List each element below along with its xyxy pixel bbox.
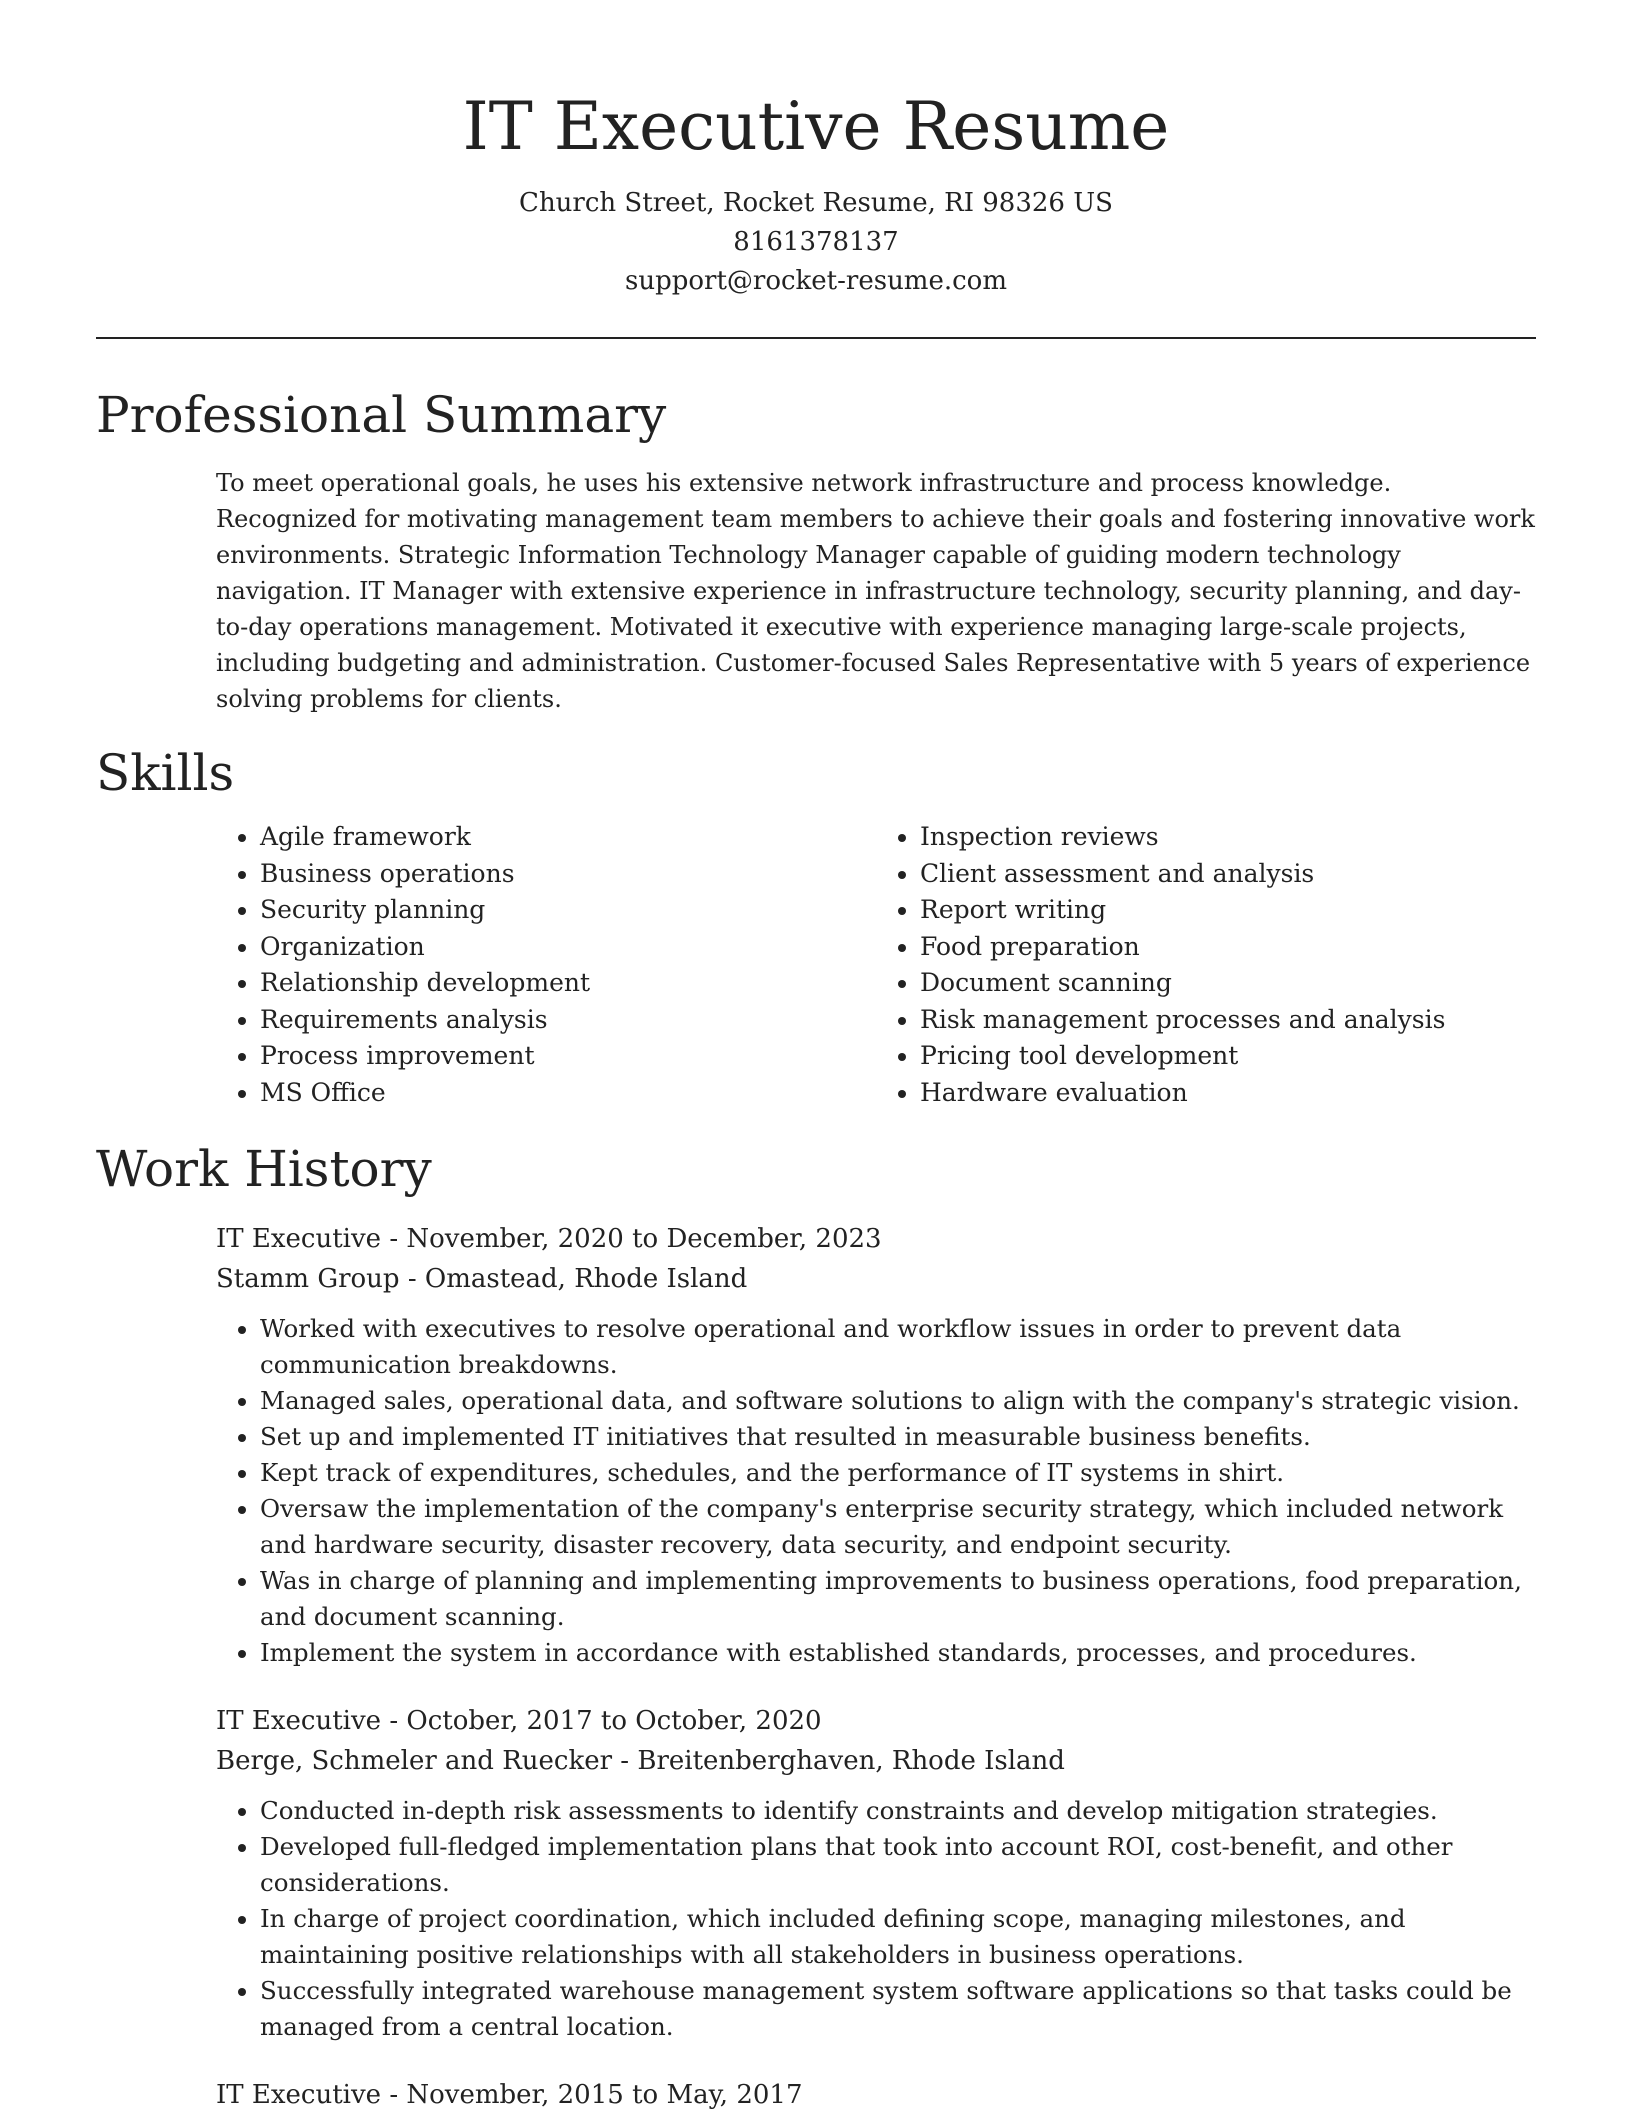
- contact-phone: 8161378137: [733, 227, 899, 257]
- skill-item: • Risk management processes and analysis: [920, 1002, 1536, 1039]
- job-location: - Breitenberghaven, Rhode Island: [612, 1746, 1065, 1776]
- summary-text: To meet operational goals, he uses his extensive network infrastructure and process knowledge. Recognized for motivating management team members to achieve their goals and fostering innovative work environments. Strategic Information Technology Manager capable of guiding modern technology navigation. IT Manager with extensive experience in infrastructure technology, security planning, and day-to-day operations management. Motivated it executive with experience managing large-scale projects, including budgeting and administration. Customer-focused Sales Representative with 5 years of experience solving problems for clients.: [216, 469, 1535, 713]
- summary-heading: Professional Summary: [96, 386, 667, 444]
- header-divider: [96, 337, 1536, 339]
- job-role-line: [216, 2075, 1536, 2115]
- job-company: Berge, Schmeler and Ruecker: [216, 1746, 613, 1776]
- contact-address: Church Street, Rocket Resume, RI 98326 US: [519, 188, 1113, 218]
- skill-item: • Hardware evaluation: [920, 1075, 1536, 1112]
- skill-item: • Security planning: [260, 892, 876, 929]
- job-bullet: • Set up and implemented IT initiatives that resulted in measurable business benefits.: [260, 1419, 1536, 1455]
- job-company: Stamm Group: [216, 1264, 400, 1294]
- work-history-heading: Work History: [96, 1140, 432, 1198]
- skills-list-right: [876, 819, 1536, 1111]
- skills-heading: Skills: [96, 744, 235, 802]
- skill-item: • Requirements analysis: [260, 1002, 876, 1039]
- job-role-line: [216, 1701, 1536, 1741]
- contact-email: support@rocket-resume.com: [624, 266, 1007, 296]
- skill-item: • Report writing: [920, 892, 1536, 929]
- job-bullet: • Kept track of expenditures, schedules, and the performance of IT systems in shirt.: [260, 1455, 1536, 1491]
- job-bullet: • Managed sales, operational data, and software solutions to align with the company's strategic vision.: [260, 1383, 1536, 1419]
- skill-item: • Business operations: [260, 856, 876, 893]
- job-entry: [216, 2075, 1536, 2115]
- job-bullets: [216, 1793, 1536, 2045]
- skill-item: • Relationship development: [260, 965, 876, 1002]
- job-bullets: [216, 1311, 1536, 1671]
- job-dates: - November, 2020 to December, 2023: [381, 1224, 882, 1254]
- job-entry: [216, 1219, 1536, 1671]
- job-dates: - November, 2015 to May, 2017: [381, 2080, 803, 2110]
- job-bullet: • Successfully integrated warehouse management system software applications so that tasks could be managed from a central location.: [260, 1973, 1536, 2045]
- job-role: IT Executive: [216, 2080, 382, 2110]
- skill-item: • MS Office: [260, 1075, 876, 1112]
- job-location: - Omastead, Rhode Island: [399, 1264, 748, 1294]
- contact-block: [96, 184, 1536, 301]
- skill-item: • Document scanning: [920, 965, 1536, 1002]
- skills-list-left: [216, 819, 876, 1111]
- resume-title: IT Executive Resume: [462, 88, 1170, 165]
- resume-header: [96, 0, 1536, 301]
- job-role-line: [216, 1219, 1536, 1259]
- skill-item: • Inspection reviews: [920, 819, 1536, 856]
- job-company-line: [216, 1741, 1536, 1781]
- job-bullet: • Was in charge of planning and implementing improvements to business operations, food preparation, and document scanning.: [260, 1563, 1536, 1635]
- job-company-line: [216, 1259, 1536, 1299]
- job-dates: - October, 2017 to October, 2020: [381, 1706, 822, 1736]
- skill-item: • Pricing tool development: [920, 1038, 1536, 1075]
- skill-item: • Food preparation: [920, 929, 1536, 966]
- job-bullet: • Conducted in-depth risk assessments to identify constraints and develop mitigation strategies.: [260, 1793, 1536, 1829]
- job-bullet: • Worked with executives to resolve operational and workflow issues in order to prevent data communication breakdowns.: [260, 1311, 1536, 1383]
- job-role: IT Executive: [216, 1706, 382, 1736]
- job-bullet: • Oversaw the implementation of the company's enterprise security strategy, which included network and hardware security, disaster recovery, data security, and endpoint security.: [260, 1491, 1536, 1563]
- skill-item: • Organization: [260, 929, 876, 966]
- job-bullet: • Implement the system in accordance with established standards, processes, and procedures.: [260, 1635, 1536, 1671]
- job-entry: [216, 1701, 1536, 2045]
- skills-columns: [216, 819, 1536, 1111]
- job-bullet: • In charge of project coordination, which included defining scope, managing milestones, and maintaining positive relationships with all stakeholders in business operations.: [260, 1901, 1536, 1973]
- job-role: IT Executive: [216, 1224, 382, 1254]
- skill-item: • Client assessment and analysis: [920, 856, 1536, 893]
- job-bullet: • Developed full-fledged implementation plans that took into account ROI, cost-benefit, and other considerations.: [260, 1829, 1536, 1901]
- resume-page: [96, 0, 1536, 2115]
- skill-item: • Process improvement: [260, 1038, 876, 1075]
- skill-item: • Agile framework: [260, 819, 876, 856]
